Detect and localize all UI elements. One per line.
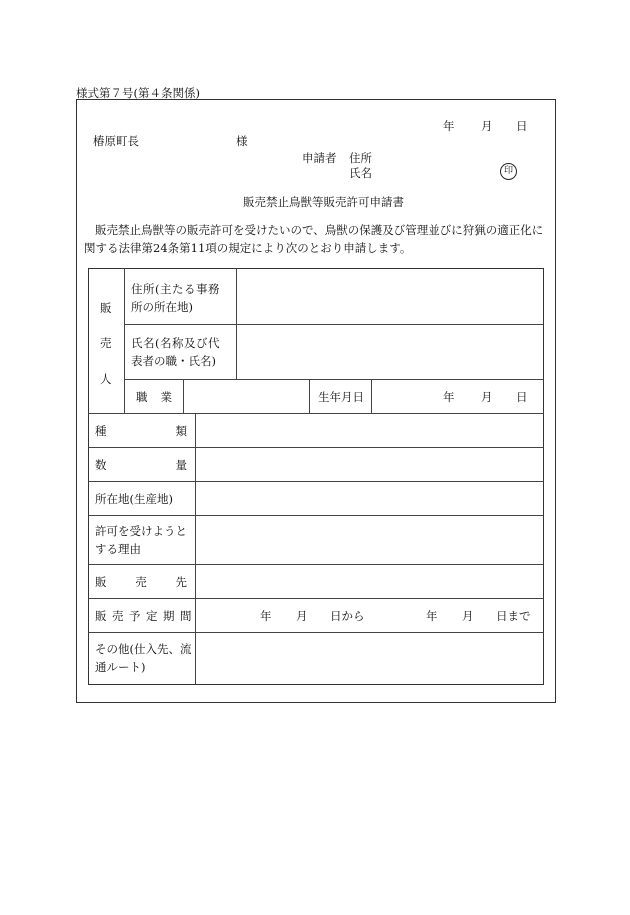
date-day: 日 <box>516 119 528 133</box>
address-label <box>131 280 231 316</box>
reason-label-line-1: 許可を受けようと <box>95 524 187 538</box>
occupation-char-1: 職 <box>136 390 148 404</box>
row-divider <box>88 598 544 599</box>
destination-value[interactable] <box>196 565 543 598</box>
destination-char-3: 先 <box>175 575 187 589</box>
intro-line-2: 関する法律第24条第11項の規定により次のとおり申請します。 <box>84 241 412 255</box>
reason-label-line-2: する理由 <box>95 542 141 556</box>
other-label-line-2: 通ルート) <box>95 660 146 674</box>
form-number: 様式第７号(第４条関係) <box>76 86 200 100</box>
addressee-name: 椿原町長 <box>93 134 139 148</box>
date-year: 年 <box>443 119 455 133</box>
birthdate-month: 月 <box>481 390 493 404</box>
name-label-line-1: 氏名(名称及び代 <box>131 336 220 350</box>
seller-char-2: 売 <box>100 336 112 350</box>
occupation-char-2: 業 <box>160 390 172 404</box>
form-title: 販売禁止鳥獣等販売許可申請書 <box>243 195 404 209</box>
address-label-line-1: 住所(主たる事務 <box>131 282 220 296</box>
address-value[interactable] <box>237 269 543 324</box>
col-divider <box>309 379 310 413</box>
period-to-month: 月 <box>462 609 474 623</box>
destination-label <box>95 574 187 590</box>
date-month: 月 <box>481 119 493 133</box>
seller-char-1: 販 <box>100 301 112 315</box>
reason-value[interactable] <box>196 516 543 564</box>
period-label: 販売予定期間 <box>95 609 197 623</box>
destination-char-1: 販 <box>95 575 107 589</box>
quantity-label <box>95 457 187 473</box>
name-label-line-2: 表者の職・氏名) <box>131 354 216 368</box>
occupation-label <box>136 389 172 405</box>
col-divider <box>371 379 372 413</box>
name-value[interactable] <box>237 325 543 379</box>
period-to-day: 日まで <box>496 609 531 623</box>
intro-line-1: 販売禁止鳥獣等の販売許可を受けたいので、鳥獣の保護及び管理並びに狩猟の適正化に <box>95 223 544 237</box>
kind-value[interactable] <box>196 414 543 447</box>
seller-char-3: 人 <box>100 372 112 386</box>
other-label-line-1: その他(仕入先、流 <box>95 642 192 656</box>
seal-icon: 印 <box>500 163 517 180</box>
reason-label <box>95 522 193 558</box>
other-label <box>95 640 193 676</box>
kind-char-1: 種 <box>95 424 107 438</box>
address-label-line-2: 所の所在地) <box>131 300 193 314</box>
period-to-year: 年 <box>426 609 438 623</box>
quantity-value[interactable] <box>196 448 543 481</box>
location-value[interactable] <box>196 482 543 515</box>
other-value[interactable] <box>196 633 543 684</box>
kind-char-2: 類 <box>175 424 187 438</box>
destination-char-2: 売 <box>135 575 147 589</box>
addressee-honorific: 様 <box>236 134 248 148</box>
birthdate-label: 生年月日 <box>318 390 364 404</box>
applicant-name-label: 氏名 <box>349 166 372 180</box>
kind-label <box>95 423 187 439</box>
quantity-char-2: 量 <box>175 458 187 472</box>
applicant-label: 申請者 <box>302 151 337 165</box>
period-from-year: 年 <box>260 609 272 623</box>
occupation-value[interactable] <box>184 380 309 413</box>
period-from-day: 日から <box>330 609 365 623</box>
applicant-address-label: 住所 <box>349 151 372 165</box>
period-from-month: 月 <box>296 609 308 623</box>
birthdate-day: 日 <box>516 390 528 404</box>
birthdate-year: 年 <box>443 390 455 404</box>
quantity-char-1: 数 <box>95 458 107 472</box>
name-label <box>131 334 231 370</box>
col-divider <box>124 268 125 413</box>
location-label: 所在地(生産地) <box>95 492 173 506</box>
